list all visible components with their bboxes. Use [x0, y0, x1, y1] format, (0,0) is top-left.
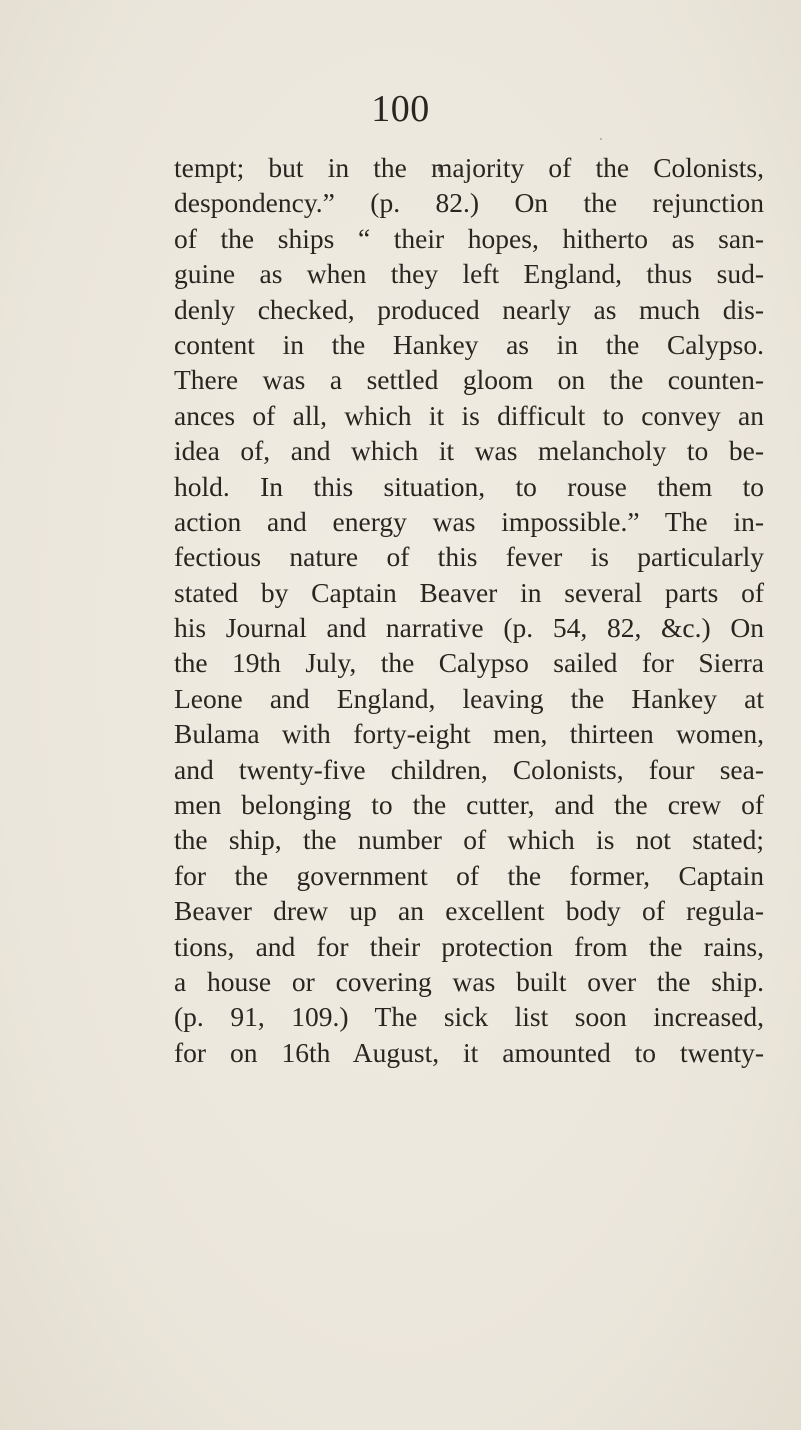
text-line: and twenty-five children, Colonists, four sea- — [174, 753, 764, 785]
text-line: of the ships “ their hopes, hitherto as san- — [174, 222, 764, 254]
text-line: his Journal and narrative (p. 54, 82, &c.) On — [174, 612, 764, 644]
text-line: for the government of the former, Captain — [174, 859, 764, 891]
text-line: men belonging to the cutter, and the crew of — [174, 789, 764, 821]
text-line: the 19th July, the Calypso sailed for Sierra — [174, 647, 764, 679]
text-line: guine as when they left England, thus sud- — [174, 258, 764, 290]
text-line: the ship, the number of which is not stated; — [174, 824, 764, 856]
text-line: Bulama with forty-eight men, thirteen women, — [174, 718, 764, 750]
text-line: stated by Captain Beaver in several parts of — [174, 576, 764, 608]
text-line: (p. 91, 109.) The sick list soon increased, — [174, 1001, 764, 1033]
text-line: denly checked, produced nearly as much dis- — [174, 293, 764, 325]
text-line: Beaver drew up an excellent body of regula- — [174, 895, 764, 927]
text-line: action and energy was impossible.” The in- — [174, 505, 764, 537]
body-text — [174, 150, 764, 1070]
text-line: tions, and for their protection from the rains, — [174, 930, 764, 962]
text-line: ances of all, which it is difficult to convey an — [174, 399, 764, 431]
page-number: 100 — [371, 88, 430, 130]
text-line: hold. In this situation, to rouse them to — [174, 470, 764, 502]
ink-speck — [600, 138, 602, 140]
text-line: content in the Hankey as in the Calypso. — [174, 328, 764, 360]
text-line: despondency.” (p. 82.) On the rejunction — [174, 187, 764, 219]
text-line: fectious nature of this fever is particularly — [174, 541, 764, 573]
text-line: for on 16th August, it amounted to twenty- — [174, 1036, 764, 1068]
text-line: idea of, and which it was melancholy to be- — [174, 435, 764, 467]
text-line: There was a settled gloom on the counten- — [174, 364, 764, 396]
text-line: tempt; but in the majority of the Colonists, — [174, 152, 764, 183]
text-line: Leone and England, leaving the Hankey at — [174, 682, 764, 714]
text-line: a house or covering was built over the ship. — [174, 965, 764, 997]
